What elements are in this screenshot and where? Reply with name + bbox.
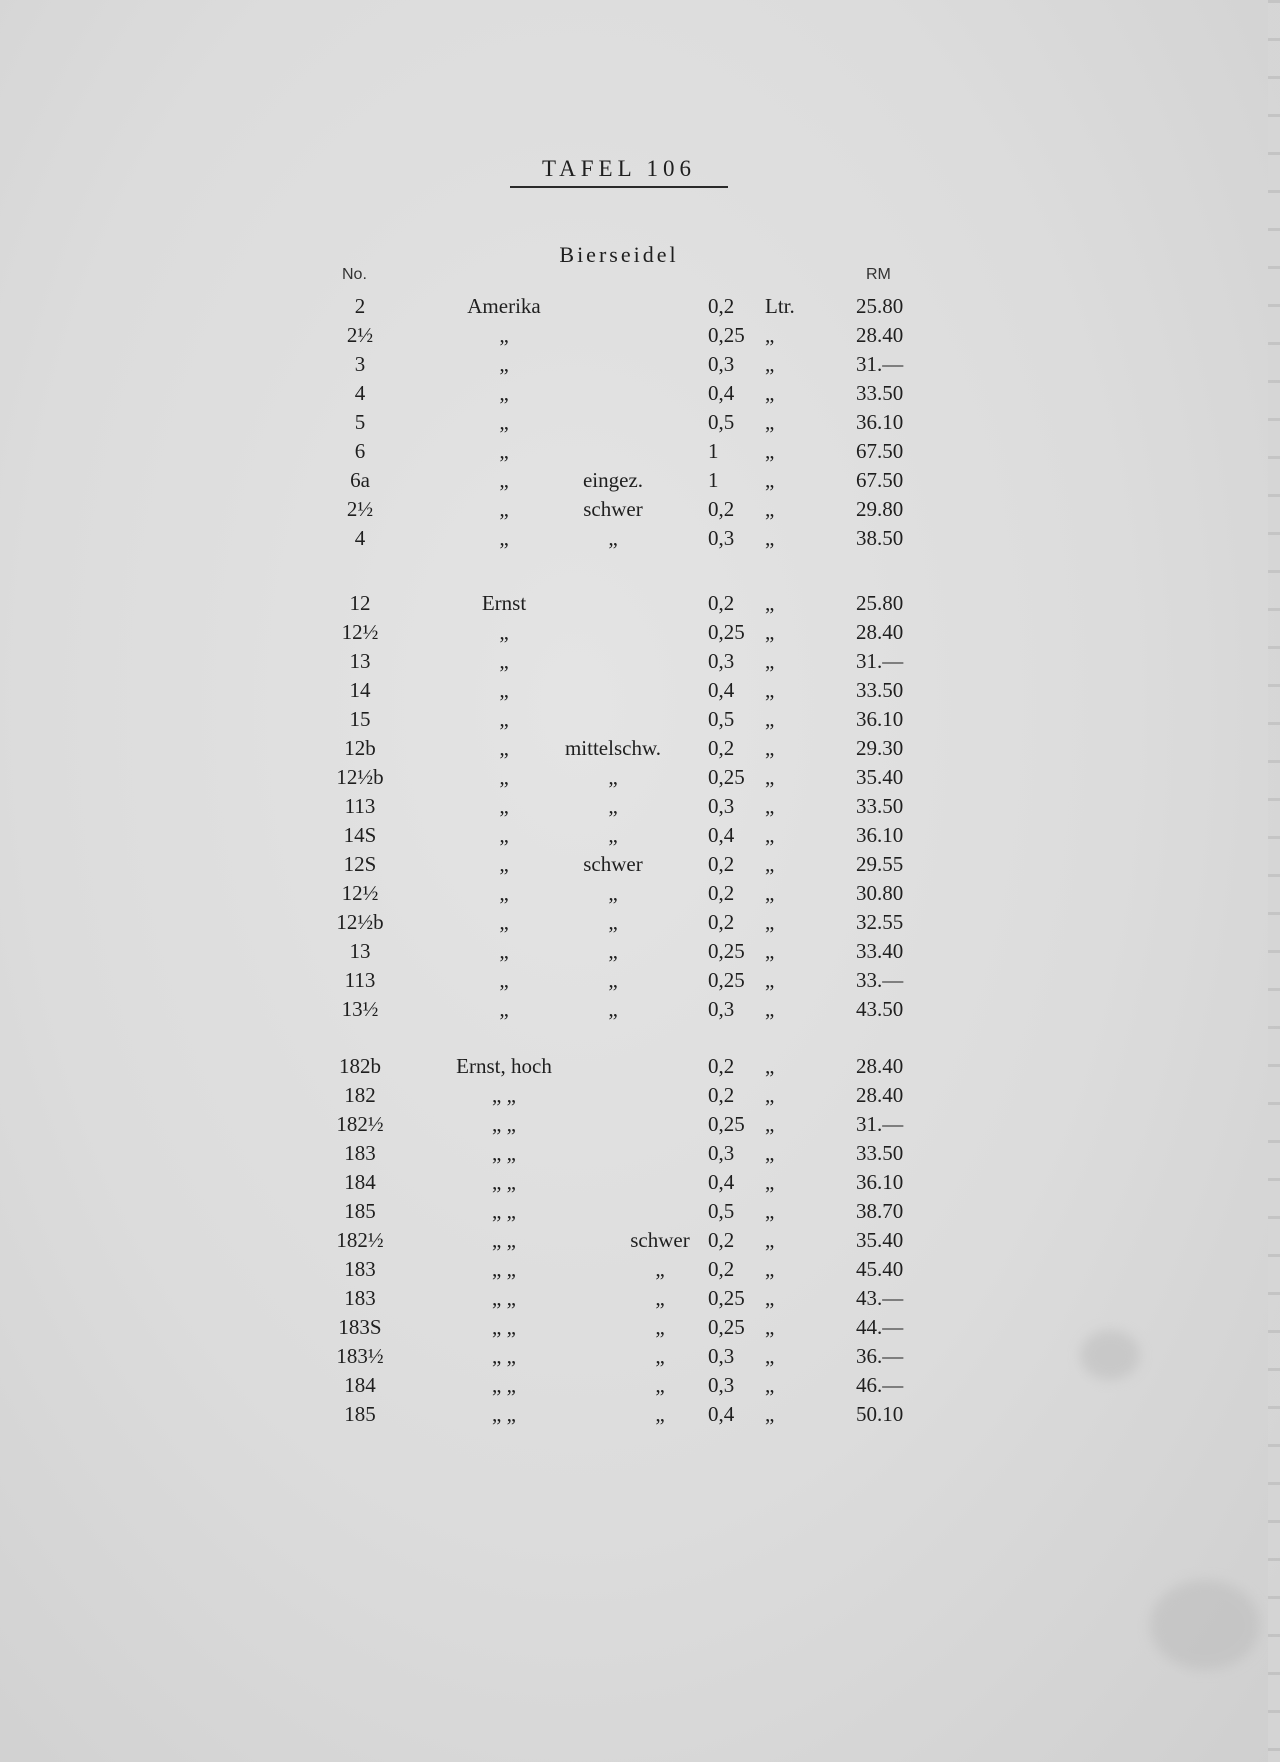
row-unit: „ (765, 468, 775, 492)
row-number: 6 (354, 439, 366, 463)
row-unit: „ (765, 410, 775, 434)
row-volume: 0,3 (708, 1373, 735, 1397)
row-name: „ (499, 381, 509, 405)
row-unit: „ (765, 794, 775, 818)
row-volume: 0,25 (708, 939, 745, 963)
row-variant: schwer (583, 852, 643, 876)
row-name: „ „ (492, 1402, 516, 1426)
row-price: 36.10 (856, 707, 904, 731)
row-name: „ (499, 439, 509, 463)
table-row (0, 1199, 1280, 1228)
row-unit: „ (765, 352, 775, 376)
row-number: 12 (349, 591, 371, 615)
row-price: 38.70 (856, 1199, 904, 1223)
table-row (0, 678, 1280, 707)
row-name: „ (499, 794, 509, 818)
row-volume: 0,3 (708, 1141, 735, 1165)
row-volume: 0,25 (708, 1112, 745, 1136)
row-variant: „ (608, 910, 618, 934)
table-row (0, 939, 1280, 968)
row-name: „ „ (492, 1286, 516, 1310)
table-row (0, 323, 1280, 352)
row-volume: 0,3 (708, 526, 735, 550)
row-unit: „ (765, 1286, 775, 1310)
table-row (0, 352, 1280, 381)
row-variant-2: „ (655, 1286, 665, 1310)
row-number: 12½b (336, 910, 384, 934)
row-number: 12S (343, 852, 377, 876)
row-unit: „ (765, 381, 775, 405)
row-price: 33.— (856, 968, 904, 992)
row-unit: „ (765, 678, 775, 702)
table-row (0, 649, 1280, 678)
row-name: „ „ (492, 1112, 516, 1136)
table-row (0, 381, 1280, 410)
table-row (0, 1112, 1280, 1141)
table-row (0, 1286, 1280, 1315)
row-price: 31.— (856, 352, 904, 376)
row-volume: 0,25 (708, 1315, 745, 1339)
row-name: „ (499, 968, 509, 992)
row-name: „ „ (492, 1257, 516, 1281)
row-unit: „ (765, 526, 775, 550)
row-unit: „ (765, 497, 775, 521)
row-price: 33.50 (856, 1141, 904, 1165)
row-name: „ „ (492, 1199, 516, 1223)
row-number: 183 (344, 1141, 376, 1165)
row-unit: „ (765, 1170, 775, 1194)
row-unit: „ (765, 1228, 775, 1252)
row-volume: 0,25 (708, 765, 745, 789)
row-volume: 0,2 (708, 1257, 735, 1281)
row-variant-2: „ (655, 1402, 665, 1426)
row-variant-2: „ (655, 1344, 665, 1368)
row-price: 44.— (856, 1315, 904, 1339)
row-unit: „ (765, 707, 775, 731)
row-name: „ „ (492, 1228, 516, 1252)
row-volume: 0,2 (708, 852, 735, 876)
row-number: 12½ (341, 881, 379, 905)
row-volume: 0,2 (708, 294, 735, 318)
row-volume: 0,5 (708, 707, 735, 731)
row-name: „ (499, 323, 509, 347)
table-row (0, 620, 1280, 649)
row-volume: 0,2 (708, 591, 735, 615)
row-volume: 0,4 (708, 1402, 735, 1426)
row-number: 12½b (336, 765, 384, 789)
row-unit: „ (765, 323, 775, 347)
row-name: „ „ (492, 1344, 516, 1368)
row-volume: 0,2 (708, 1228, 735, 1252)
row-number: 6a (350, 468, 370, 492)
row-number: 183½ (336, 1344, 384, 1368)
column-header-no: No. (342, 266, 367, 283)
table-row (0, 1344, 1280, 1373)
row-volume: 0,25 (708, 1286, 745, 1310)
row-name: „ (499, 352, 509, 376)
row-volume: 0,4 (708, 678, 735, 702)
row-unit: „ (765, 1257, 775, 1281)
row-number: 15 (349, 707, 371, 731)
row-unit: „ (765, 968, 775, 992)
table-row (0, 468, 1280, 497)
row-volume: 0,5 (708, 1199, 735, 1223)
row-price: 50.10 (856, 1402, 904, 1426)
row-name: Amerika (467, 294, 541, 318)
row-unit: „ (765, 939, 775, 963)
row-price: 38.50 (856, 526, 904, 550)
row-name: „ „ (492, 1083, 516, 1107)
row-price: 28.40 (856, 620, 904, 644)
row-price: 31.— (856, 649, 904, 673)
table-heading: Bierseidel (559, 242, 679, 267)
row-price: 33.50 (856, 678, 904, 702)
row-number: 3 (354, 352, 366, 376)
row-name: „ (499, 736, 509, 760)
row-name: „ (499, 910, 509, 934)
row-number: 113 (344, 968, 376, 992)
row-price: 35.40 (856, 1228, 904, 1252)
column-header-price: RM (866, 266, 891, 283)
row-number: 182½ (336, 1228, 384, 1252)
table-row (0, 1402, 1280, 1431)
row-number: 183 (344, 1286, 376, 1310)
row-price: 33.50 (856, 381, 904, 405)
row-unit: „ (765, 1199, 775, 1223)
row-variant-2: „ (655, 1373, 665, 1397)
row-number: 13 (349, 939, 371, 963)
row-unit: „ (765, 997, 775, 1021)
row-volume: 0,5 (708, 410, 735, 434)
row-number: 12b (344, 736, 376, 760)
row-variant: schwer (583, 497, 643, 521)
row-volume: 0,2 (708, 1083, 735, 1107)
row-price: 35.40 (856, 765, 904, 789)
row-price: 36.— (856, 1344, 904, 1368)
row-volume: 0,3 (708, 649, 735, 673)
row-name: „ (499, 649, 509, 673)
row-number: 14 (349, 678, 371, 702)
row-name: „ (499, 823, 509, 847)
table-row (0, 526, 1280, 555)
row-unit: „ (765, 852, 775, 876)
row-unit: Ltr. (765, 294, 795, 318)
row-name: „ (499, 468, 509, 492)
row-volume: 0,25 (708, 968, 745, 992)
table-row (0, 410, 1280, 439)
row-name: „ (499, 852, 509, 876)
row-unit: „ (765, 1344, 775, 1368)
row-unit: „ (765, 1373, 775, 1397)
row-number: 2½ (346, 497, 374, 521)
table-row (0, 1054, 1280, 1083)
row-unit: „ (765, 591, 775, 615)
row-unit: „ (765, 649, 775, 673)
row-volume: 0,2 (708, 736, 735, 760)
row-unit: „ (765, 1402, 775, 1426)
row-number: 185 (344, 1402, 376, 1426)
row-unit: „ (765, 881, 775, 905)
table-row (0, 997, 1280, 1026)
row-price: 28.40 (856, 323, 904, 347)
row-number: 185 (344, 1199, 376, 1223)
table-row (0, 881, 1280, 910)
row-number: 4 (354, 381, 366, 405)
row-name: „ (499, 881, 509, 905)
row-variant: „ (608, 939, 618, 963)
row-number: 2 (354, 294, 366, 318)
row-name: „ (499, 620, 509, 644)
row-number: 13 (349, 649, 371, 673)
row-volume: 0,3 (708, 794, 735, 818)
row-name: „ (499, 678, 509, 702)
row-price: 33.50 (856, 794, 904, 818)
table-row (0, 294, 1280, 323)
row-variant: „ (608, 997, 618, 1021)
row-unit: „ (765, 823, 775, 847)
row-price: 28.40 (856, 1054, 904, 1078)
row-price: 25.80 (856, 591, 904, 615)
row-number: 14S (343, 823, 377, 847)
table-row (0, 1257, 1280, 1286)
row-price: 29.80 (856, 497, 904, 521)
row-volume: 0,25 (708, 620, 745, 644)
table-row (0, 1228, 1280, 1257)
table-row (0, 1141, 1280, 1170)
page-title: TAFEL 106 (541, 156, 697, 181)
row-volume: 0,3 (708, 1344, 735, 1368)
table-row (0, 591, 1280, 620)
row-unit: „ (765, 439, 775, 463)
row-variant: „ (608, 823, 618, 847)
row-number: 184 (344, 1170, 376, 1194)
table-row (0, 968, 1280, 997)
row-variant: mittelschw. (564, 736, 662, 760)
row-unit: „ (765, 1083, 775, 1107)
row-volume: 0,2 (708, 497, 735, 521)
row-name: „ (499, 939, 509, 963)
row-number: 5 (354, 410, 366, 434)
row-unit: „ (765, 765, 775, 789)
row-number: 182b (339, 1054, 381, 1078)
row-price: 43.— (856, 1286, 904, 1310)
row-name: Ernst, hoch (456, 1054, 552, 1078)
row-number: 182½ (336, 1112, 384, 1136)
table-row (0, 1170, 1280, 1199)
row-name: „ „ (492, 1373, 516, 1397)
row-unit: „ (765, 910, 775, 934)
row-price: 33.40 (856, 939, 904, 963)
title-underline (510, 186, 728, 188)
row-number: 12½ (341, 620, 379, 644)
row-number: 4 (354, 526, 366, 550)
row-volume: 0,4 (708, 1170, 735, 1194)
row-price: 45.40 (856, 1257, 904, 1281)
row-unit: „ (765, 1054, 775, 1078)
row-name: „ (499, 497, 509, 521)
row-price: 30.80 (856, 881, 904, 905)
row-name: „ (499, 410, 509, 434)
row-price: 31.— (856, 1112, 904, 1136)
row-name: „ (499, 765, 509, 789)
row-price: 67.50 (856, 439, 904, 463)
row-volume: 0,2 (708, 881, 735, 905)
table-row (0, 823, 1280, 852)
row-volume: 1 (708, 439, 719, 463)
row-number: 183 (344, 1257, 376, 1281)
table-row (0, 1083, 1280, 1112)
row-unit: „ (765, 1141, 775, 1165)
row-variant: „ (608, 765, 618, 789)
table-row (0, 765, 1280, 794)
row-price: 29.55 (856, 852, 904, 876)
row-number: 182 (344, 1083, 376, 1107)
row-variant: „ (608, 968, 618, 992)
row-volume: 0,4 (708, 823, 735, 847)
row-variant-2: schwer (630, 1228, 690, 1252)
row-name: „ „ (492, 1315, 516, 1339)
row-number: 13½ (341, 997, 379, 1021)
row-price: 36.10 (856, 1170, 904, 1194)
row-unit: „ (765, 736, 775, 760)
row-variant: „ (608, 526, 618, 550)
row-volume: 0,3 (708, 997, 735, 1021)
row-unit: „ (765, 620, 775, 644)
row-name: Ernst (481, 591, 527, 615)
table-row (0, 439, 1280, 468)
table-row (0, 707, 1280, 736)
table-row (0, 1315, 1280, 1344)
table-row (0, 852, 1280, 881)
row-price: 25.80 (856, 294, 904, 318)
row-variant-2: „ (655, 1257, 665, 1281)
row-volume: 0,25 (708, 323, 745, 347)
row-number: 183S (338, 1315, 382, 1339)
paper-stain (1150, 1580, 1260, 1670)
table-row (0, 794, 1280, 823)
row-volume: 0,2 (708, 910, 735, 934)
row-price: 32.55 (856, 910, 904, 934)
row-variant-2: „ (655, 1315, 665, 1339)
row-price: 28.40 (856, 1083, 904, 1107)
row-variant: „ (608, 881, 618, 905)
row-volume: 0,3 (708, 352, 735, 376)
row-number: 113 (344, 794, 376, 818)
row-price: 36.10 (856, 410, 904, 434)
row-price: 43.50 (856, 997, 904, 1021)
row-number: 184 (344, 1373, 376, 1397)
row-price: 67.50 (856, 468, 904, 492)
row-name: „ (499, 526, 509, 550)
row-name: „ „ (492, 1170, 516, 1194)
row-price: 46.— (856, 1373, 904, 1397)
row-name: „ (499, 707, 509, 731)
row-volume: 1 (708, 468, 719, 492)
table-row (0, 1373, 1280, 1402)
row-name: „ (499, 997, 509, 1021)
table-row (0, 736, 1280, 765)
table-row (0, 910, 1280, 939)
table-row (0, 497, 1280, 526)
row-price: 36.10 (856, 823, 904, 847)
row-volume: 0,2 (708, 1054, 735, 1078)
row-volume: 0,4 (708, 381, 735, 405)
row-name: „ „ (492, 1141, 516, 1165)
row-price: 29.30 (856, 736, 904, 760)
row-unit: „ (765, 1112, 775, 1136)
row-variant: eingez. (582, 468, 644, 492)
row-number: 2½ (346, 323, 374, 347)
row-variant: „ (608, 794, 618, 818)
row-unit: „ (765, 1315, 775, 1339)
